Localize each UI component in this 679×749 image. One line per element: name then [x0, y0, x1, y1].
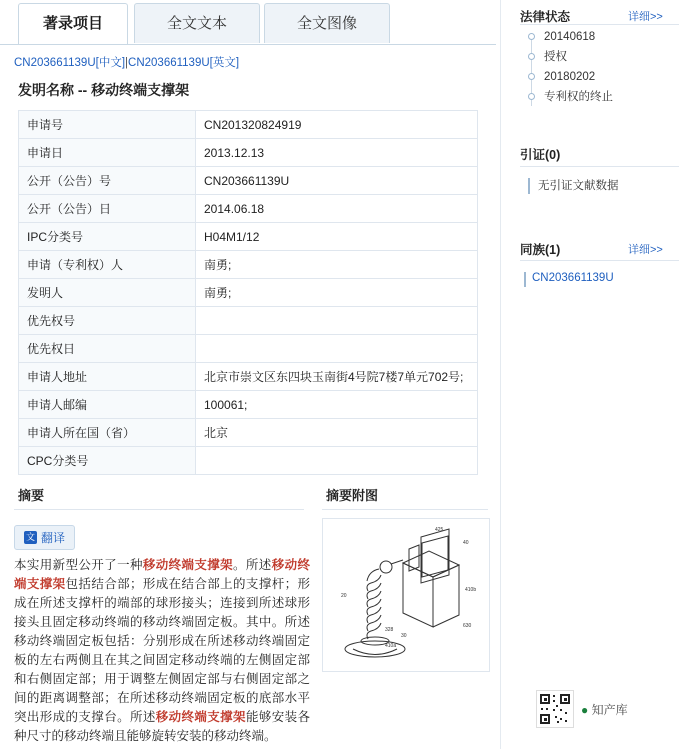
page-title: 发明名称 -- 移动终端支撑架 — [18, 82, 190, 98]
figure-heading: 摘要附图 — [326, 488, 379, 503]
legal-status-title: 法律状态 — [520, 10, 571, 24]
field-value — [196, 335, 478, 363]
field-value: CN203661139U — [196, 167, 478, 195]
brand-dot-icon: ● — [581, 702, 589, 717]
abstract-seg: 本实用新型公开了一种 — [14, 558, 143, 572]
field-value: 南勇; — [196, 279, 478, 307]
svg-text:20: 20 — [341, 593, 347, 599]
abstract-figure[interactable] — [322, 518, 490, 672]
timeline-item: 专利权的终止 — [528, 88, 678, 106]
abstract-seg: 能够安装各种尺寸的移动终端且能够旋转安装的移动终端。 — [14, 710, 310, 743]
link-english-document[interactable]: CN203661139U[英文] — [128, 57, 240, 69]
field-value: 北京市崇文区东四块玉南街4号院7楼7单元702号; — [196, 363, 478, 391]
table-row — [19, 363, 478, 391]
tab-bar — [0, 0, 496, 45]
translate-button[interactable] — [14, 525, 75, 550]
abstract-keyword: 移动终端支撑架 — [14, 558, 310, 591]
family-divider — [520, 260, 679, 261]
bibliographic-table — [18, 110, 478, 475]
figure-heading-divider — [322, 509, 488, 510]
footer-brand — [536, 690, 628, 728]
field-label: IPC分类号 — [19, 223, 196, 251]
field-label: 发明人 — [19, 279, 196, 307]
field-value: CN201320824919 — [196, 111, 478, 139]
table-row — [19, 195, 478, 223]
timeline-item: 20140618 — [528, 28, 678, 46]
table-row — [19, 167, 478, 195]
family-item-marker — [524, 272, 526, 287]
field-value — [196, 447, 478, 475]
field-label: 优先权号 — [19, 307, 196, 335]
abstract-heading-divider — [14, 509, 304, 510]
abstract-keyword: 移动终端支撑架 — [142, 558, 234, 572]
field-label: 申请号 — [19, 111, 196, 139]
svg-text:410b: 410b — [465, 587, 477, 593]
tab-fullimage[interactable] — [264, 3, 390, 43]
table-row — [19, 335, 478, 363]
tab-label: 全文图像 — [296, 15, 357, 32]
svg-text:30: 30 — [401, 633, 407, 639]
table-body — [19, 111, 478, 475]
field-value: 2014.06.18 — [196, 195, 478, 223]
svg-text:410a: 410a — [385, 643, 397, 649]
family-detail-link[interactable]: 详细>> — [628, 244, 663, 256]
table-row — [19, 279, 478, 307]
field-label: 申请人地址 — [19, 363, 196, 391]
tab-fulltext[interactable] — [134, 3, 260, 43]
tab-label: 全文文本 — [166, 15, 227, 32]
legal-status-detail-link[interactable]: 详细>> — [628, 11, 663, 23]
translate-icon: 文 — [25, 532, 35, 542]
link-separator: | — [125, 57, 129, 69]
tab-bibliographic[interactable] — [18, 3, 128, 44]
table-row — [19, 111, 478, 139]
field-value: 北京 — [196, 419, 478, 447]
link-chinese-document[interactable]: CN203661139U[中文] — [14, 57, 126, 69]
citations-divider — [520, 166, 679, 167]
family-title: 同族(1) — [520, 243, 561, 257]
family-item-link[interactable]: CN203661139U — [532, 272, 614, 284]
field-label: 申请（专利权）人 — [19, 251, 196, 279]
field-label: CPC分类号 — [19, 447, 196, 475]
table-row — [19, 307, 478, 335]
brand-label — [581, 701, 628, 718]
abstract-keyword: 移动终端支撑架 — [155, 710, 246, 724]
legal-status-timeline — [528, 28, 678, 108]
table-row — [19, 139, 478, 167]
translate-button-label: 翻译 — [41, 531, 66, 545]
table-row — [19, 419, 478, 447]
abstract-text — [14, 556, 310, 746]
svg-text:328: 328 — [385, 627, 394, 633]
table-row — [19, 251, 478, 279]
brand-name: 知产库 — [591, 702, 628, 717]
field-label: 申请日 — [19, 139, 196, 167]
field-value — [196, 307, 478, 335]
patent-drawing-icon — [323, 519, 487, 669]
column-divider — [500, 0, 501, 749]
field-label: 公开（公告）日 — [19, 195, 196, 223]
svg-text:630: 630 — [463, 623, 472, 629]
table-row — [19, 447, 478, 475]
abstract-seg: 包括结合部；形成在结合部上的支撑杆；形成在所述支撑杆的端部的球形接头；连接到所述球形接头且固定移动终端的移动终端固定板。其中。所述移动终端固定板包括：分别形成在所述移动终端固定板的左右两侧且在其之间固定移动终端的左侧固定部和右侧固定部；用于调整左侧固定部与右侧固定部之间的距离调整部；在所述移动终端固定板的底部水平突出形成的支撑台。所述 — [14, 577, 310, 724]
svg-text:40: 40 — [463, 540, 469, 546]
field-label: 公开（公告）号 — [19, 167, 196, 195]
field-value: 南勇; — [196, 251, 478, 279]
citations-empty-text: 无引证文献数据 — [528, 178, 619, 194]
field-label: 申请人所在国（省） — [19, 419, 196, 447]
qr-code-icon — [536, 690, 574, 728]
legal-status-divider — [520, 24, 679, 25]
field-label: 优先权日 — [19, 335, 196, 363]
document-language-links — [14, 54, 239, 70]
tab-label: 著录项目 — [42, 15, 103, 32]
timeline-item: 20180202 — [528, 68, 678, 86]
table-row — [19, 223, 478, 251]
svg-text:425: 425 — [435, 527, 444, 533]
field-value: 100061; — [196, 391, 478, 419]
table-row — [19, 391, 478, 419]
abstract-seg: 。所述 — [233, 558, 272, 572]
citations-title: 引证(0) — [520, 148, 561, 162]
field-label: 申请人邮编 — [19, 391, 196, 419]
right-column — [510, 0, 679, 749]
timeline-item: 授权 — [528, 48, 678, 66]
abstract-heading: 摘要 — [18, 488, 45, 503]
field-value: H04M1/12 — [196, 223, 478, 251]
field-value: 2013.12.13 — [196, 139, 478, 167]
